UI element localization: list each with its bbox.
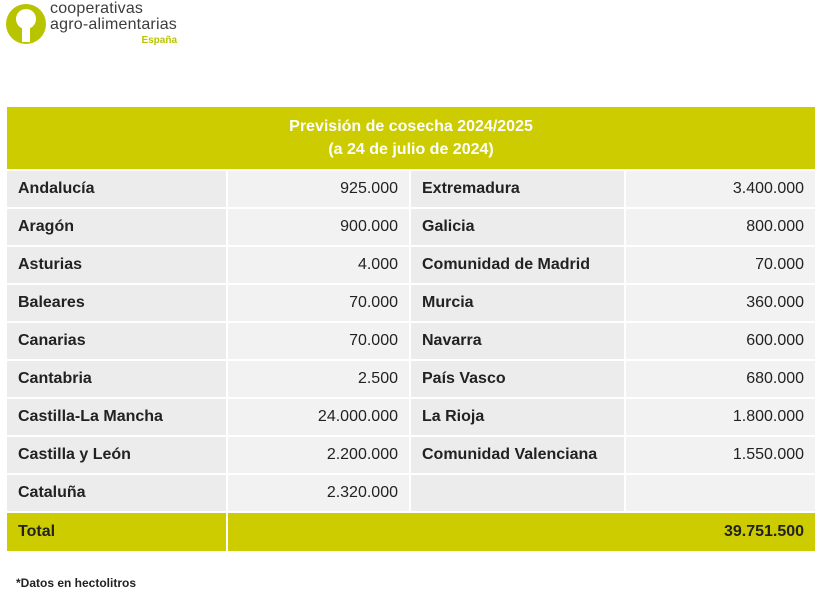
region-name: País Vasco: [409, 359, 624, 397]
harvest-value: 24.000.000: [226, 397, 409, 435]
region-name: Andalucía: [7, 169, 226, 207]
logo-line-2: agro-alimentarias: [50, 16, 178, 33]
region-name: Comunidad de Madrid: [409, 245, 624, 283]
table-row: [7, 435, 815, 473]
harvest-value: 70.000: [226, 283, 409, 321]
cooperative-logo-icon: [4, 2, 48, 46]
harvest-value: 4.000: [226, 245, 409, 283]
harvest-value: 70.000: [624, 245, 815, 283]
harvest-value: 3.400.000: [624, 169, 815, 207]
region-name: Murcia: [409, 283, 624, 321]
region-name: [409, 473, 624, 511]
harvest-value: 2.200.000: [226, 435, 409, 473]
harvest-value: 1.800.000: [624, 397, 815, 435]
harvest-value: 360.000: [624, 283, 815, 321]
logo-line-1: cooperativas: [50, 0, 144, 17]
region-name: Castilla y León: [7, 435, 226, 473]
total-row: [7, 511, 815, 551]
harvest-value: 1.550.000: [624, 435, 815, 473]
table-row: [7, 207, 815, 245]
table-row: [7, 169, 815, 207]
logo-text: [50, 1, 177, 47]
harvest-value: 600.000: [624, 321, 815, 359]
region-name: Canarias: [7, 321, 226, 359]
region-name: Cantabria: [7, 359, 226, 397]
harvest-value: 2.500: [226, 359, 409, 397]
total-label: Total: [7, 511, 226, 551]
region-name: Navarra: [409, 321, 624, 359]
table-row: [7, 397, 815, 435]
region-name: Aragón: [7, 207, 226, 245]
table-row: [7, 321, 815, 359]
region-name: Extremadura: [409, 169, 624, 207]
region-name: Cataluña: [7, 473, 226, 511]
table-row: [7, 283, 815, 321]
harvest-value: 925.000: [226, 169, 409, 207]
region-name: Comunidad Valenciana: [409, 435, 624, 473]
table-row: [7, 359, 815, 397]
harvest-value: 70.000: [226, 321, 409, 359]
table-row: [7, 473, 815, 511]
harvest-value: 900.000: [226, 207, 409, 245]
region-name: Asturias: [7, 245, 226, 283]
harvest-value: 2.320.000: [226, 473, 409, 511]
harvest-value: [624, 473, 815, 511]
region-name: Baleares: [7, 283, 226, 321]
table-title: [7, 107, 815, 169]
region-name: Castilla-La Mancha: [7, 397, 226, 435]
table-title-line-1: Previsión de cosecha 2024/2025: [289, 118, 533, 135]
harvest-forecast-table: [7, 107, 815, 551]
harvest-value: 680.000: [624, 359, 815, 397]
logo-subtitle: España: [141, 35, 178, 46]
table-title-row: [7, 107, 815, 169]
table-title-line-2: (a 24 de julio de 2024): [328, 141, 494, 158]
harvest-value: 800.000: [624, 207, 815, 245]
total-value: 39.751.500: [226, 511, 815, 551]
region-name: Galicia: [409, 207, 624, 245]
table-row: [7, 245, 815, 283]
footnote: *Datos en hectolitros: [16, 576, 137, 590]
region-name: La Rioja: [409, 397, 624, 435]
